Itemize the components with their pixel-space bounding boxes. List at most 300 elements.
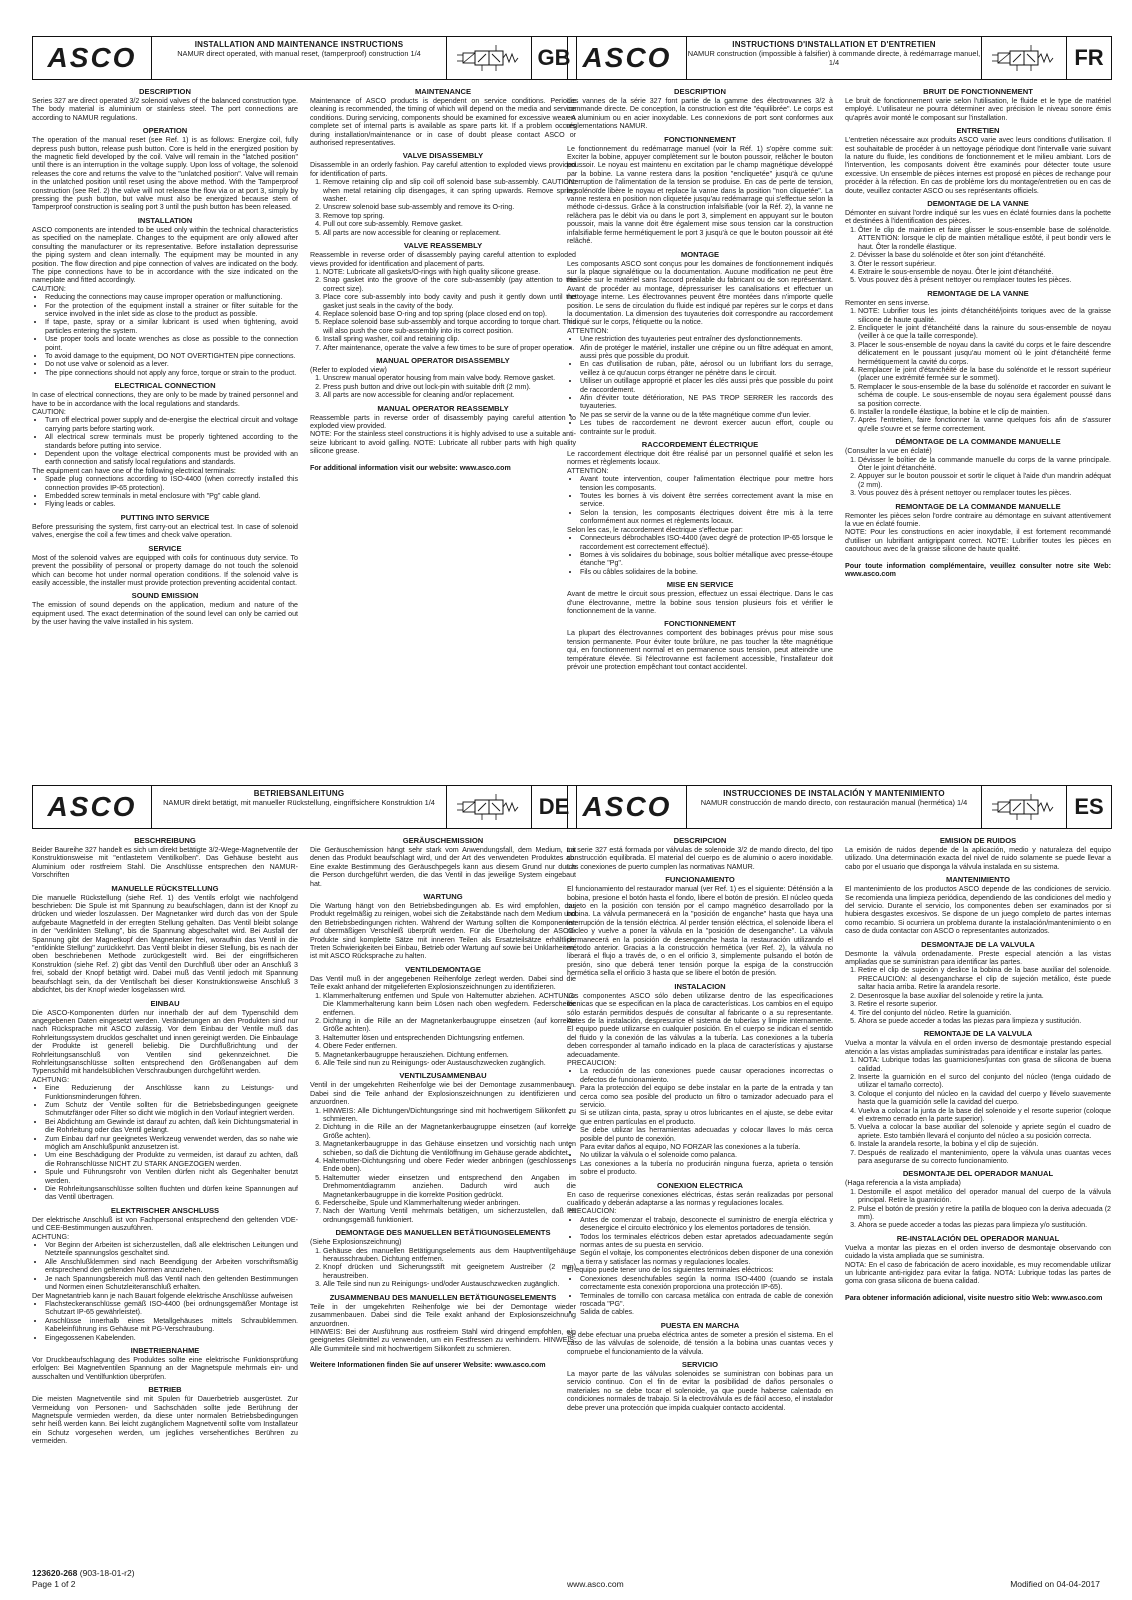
section-heading: FUNCIONAMIENTO xyxy=(665,875,735,885)
paragraph: Das Ventil muß in der angegebenen Reihenfolge zerlegt werden. Dabei sind die Teile exakt anhand der mitgelieferten Explosionszeichnungen zu identifizieren. xyxy=(310,974,576,992)
list-item: • Bei Abdichtung am Gewinde ist darauf zu achten, daß kein Dichtungsmaterial in die Rohrleitung oder das Ventil gelangt. xyxy=(45,1118,298,1135)
bullet-list xyxy=(32,416,298,466)
asco-logo: ASCO xyxy=(33,37,152,79)
paragraph: PRECAUCION: xyxy=(567,1058,617,1067)
list-item: • Dependent upon the voltage electrical components must be provided with an earth connection and satisfy local regulations and standards. xyxy=(45,450,298,467)
list-item: • Para la protección del equipo se debe instalar en la parte de la entrada y tan cerca como sea posible del producto un filtro o tamizador adecuado para el servicio. xyxy=(580,1084,833,1109)
section xyxy=(310,87,576,147)
paragraph: El equipo puede tener uno de los siguientes terminales eléctricos: xyxy=(567,1266,774,1275)
section-heading: BESCHREIBUNG xyxy=(134,836,196,845)
numbered-list xyxy=(845,226,1111,285)
list-item: 5. Remplacer le sous-ensemble de la base du solénoïde et raccorder en suivant le schéma de couple. Le sous-ensemble de noyau sera également poussé dans sa position correcte. xyxy=(858,383,1111,408)
numbered-list xyxy=(845,966,1111,1025)
list-item: • Terminales de tornillo con carcasa metálica con entrada de cable de conexión roscada "PG". xyxy=(580,1292,833,1309)
list-item: 4. Haltemutter-Dichtungsring und obere Feder wieder anbringen (geschlossenes Ende oben). xyxy=(323,1157,576,1174)
header-bar xyxy=(567,36,1112,80)
paragraph: Se debe efectuar una prueba eléctrica antes de someter a presión el sistema. En el caso de las válvulas de solenoide, dé tensión a la bobina unas cuantas veces y compruebe el funcionamiento de la válvula. xyxy=(567,1330,833,1356)
paragraph: Maintenance of ASCO products is dependent on service conditions. Periodic cleaning is recommended, the timing of which will depend on the media and service conditions. During servicing, components should be examined for excessive wear. A complete set of internal parts is available as spare parts kit. If a problem occurs during installation/maintenance or in case of doubt please contact ASCO or authorised representatives. xyxy=(310,97,576,148)
section xyxy=(845,502,1111,554)
list-item: 2. Dichtung in die Rille an der Magnetankerbaugruppe einsetzen (auf korrekte Größe achten). xyxy=(323,1123,576,1140)
list-item: • Eine Reduzierung der Anschlüsse kann zu Leistungs- und Funktionsminderungen führen. xyxy=(45,1084,298,1101)
list-item: 3. Magnetankerbaugruppe in das Gehäuse einsetzen und vorsichtig nach unten schieben, so daß die Dichtung die Ventilöffnung im Gehäuse gerade abdichtet. xyxy=(323,1140,576,1157)
website-note[interactable]: For additional information visit our website: www.asco.com xyxy=(310,463,511,472)
list-item: 2. Inserte la guarnición en el surco del conjunto del núcleo (tenga cuidado de utilizar el tamaño correcto). xyxy=(858,1073,1111,1090)
footer-website[interactable]: www.asco.com xyxy=(567,1579,624,1589)
list-item: 6. Alle Teile sind nun zu Reinigungs- oder Austauschzwecken zugänglich. xyxy=(323,1059,576,1067)
section xyxy=(310,892,576,961)
list-item: 2. Press push button and drive out lock-pin with suitable drift (2 mm). xyxy=(323,383,576,391)
valve-symbol-icon xyxy=(453,43,525,73)
paragraph: Disassemble in an orderly fashion. Pay careful attention to exploded views provided for identification of parts. xyxy=(310,161,576,178)
asco-logo: ASCO xyxy=(33,786,152,828)
paragraph: Reassemble in reverse order of disassembly paying careful attention to exploded views provided for identification and placement of parts. xyxy=(310,251,576,268)
list-item: 2. Dichtung in die Rille an der Magnetankerbaugruppe einsetzen (auf korrekte Größe achten). xyxy=(323,1017,576,1034)
footer-left xyxy=(32,1568,135,1590)
website-note[interactable]: Pour toute information complémentaire, veuillez consulter notre site Web: www.asco.com xyxy=(845,561,1111,579)
bullet-list xyxy=(32,293,298,377)
section xyxy=(845,126,1111,195)
text-column xyxy=(845,83,1111,671)
text-column xyxy=(310,83,576,627)
section-heading: VALVE DISASSEMBLY xyxy=(402,151,484,161)
bullet-list xyxy=(32,1084,298,1202)
quadrant-fr xyxy=(567,36,1112,671)
section xyxy=(567,836,833,871)
bullet-list xyxy=(567,1067,833,1176)
paragraph: The operation of the manual reset (see Ref. 1) is as follows: Energize coil, fully depress push button, release push button. Core is held in the energized position by the magnetic field developed by the coil. Valve will remain in the "latched position" until there is an interruption in the voltage supply. Upon loss of voltage, the solenoid releases the core and returns the valve to the "unlatched position". Valve will remain in the unlatched position until reset using the above method. With the Tamperproof construction (see Ref. 2) the valve will not release the flow via or at port 3, simply by pressing the push button, but valve must also be energized because stem of Tamperproof construction is sealing port 3 until the push button has been released. xyxy=(32,136,298,212)
bullet-list xyxy=(567,1275,833,1317)
paragraph: PRECAUCION: xyxy=(567,1207,617,1216)
list-item: 2. Knopf drücken und Sicherungsstift mit geeignetem Austreiber (2 mm) heraustreiben. xyxy=(323,1263,576,1280)
list-item: 3. Place core sub-assembly into body cavity and push it gently down until the gasket just seals in the cavity of the body. xyxy=(323,293,576,310)
paragraph: El funcionamiento del restaurador manual (ver Ref. 1) es el siguiente: Déténsión a la bobina, presione el botón hasta el fondo, libere el botón de presión. El núcleo queda sujeto en la posición con tensión por el campo magnético desarrollado por la bobina. La válvula permanecerá en la "posición de enganche" hasta que haya una interrupción de la tensión eléctrica. Al perder tensión eléctrica, el solenoide libera el núcleo y vuelve a poner la válvula en la "posición de desenganche". La válvula permanecerá en la posición de desenganche hasta la restauración utilizando el método anterior. Gracias a la construcción hermética (ver Ref. 2), la válvula no liberará el flujo a través de, o en el orificio 3, simplemente pulsando el botón de presión, sino que deberá tener tensión porque la espiga de la construcción hermética sella el orificio 3 hasta que se libere el botón de presión. xyxy=(567,885,833,978)
asco-logo: ASCO xyxy=(568,37,687,79)
section-heading: OPERATION xyxy=(142,126,188,136)
section-heading: ELECTRICAL CONNECTION xyxy=(114,381,216,391)
section xyxy=(310,1361,576,1369)
language-code: DE xyxy=(538,794,570,819)
paragraph: En caso de requerirse conexiones eléctricas, éstas serán realizadas por personal cualificado y deberán adaptarse a las normas y regulaciones locales. xyxy=(567,1190,833,1208)
list-item: • Fils ou câbles solidaires de la bobine. xyxy=(580,568,833,576)
paragraph: (Siehe Explosionszeichnung) xyxy=(310,1238,402,1247)
bullet-list xyxy=(567,534,833,576)
list-item: 1. Ôter le clip de maintien et faire glisser le sous-ensemble base de solénoïde. ATTENTION: lorsque le clip de maintien métallique estôté, il peut bondir vers le haut. Ôter la rondelle élastique. xyxy=(858,226,1111,251)
section-heading: REMONTAGE DE LA COMMANDE MANUELLE xyxy=(895,501,1061,511)
list-item: • Antes de comenzar el trabajo, desconecte el suministro de energía eléctrica y desenergice el circuito electrónico y los elementos portadores de tensión. xyxy=(580,1216,833,1233)
list-item: • Zum Schutz der Ventile sollten für die Betriebsbedingungen geeignete Schmutzfänger oder Filter so dicht wie möglich in den Vorlauf integriert werden. xyxy=(45,1101,298,1118)
paragraph: La mayor parte de las válvulas solenoides se suministran con bobinas para un servicio continuo. Con el fin de evitar la posibilidad de daños personales o materiales no se debe tocar el solenoide, ya que puede haberse calentado en condiciones normales de trabajo. Si la electroválvula es de fácil acceso, el instalador debe prever una protección que impida cualquier contacto accidental. xyxy=(567,1369,833,1412)
section xyxy=(845,562,1111,579)
section xyxy=(567,250,833,437)
website-note[interactable]: Weitere Informationen finden Sie auf unserer Website: www.asco.com xyxy=(310,1361,546,1370)
quadrant-de xyxy=(32,785,577,1446)
section-heading: REMONTAJE DE LA VALVULA xyxy=(923,1029,1033,1039)
header-title-block xyxy=(687,786,982,828)
list-item: • Embedded screw terminals in metal enclosure with "Pg" cable gland. xyxy=(45,492,298,500)
paragraph: Der Magnetantrieb kann je nach Bauart folgende elektrische Anschlüsse aufweisen xyxy=(32,1291,293,1300)
section-heading: EINBAU xyxy=(150,998,180,1008)
section-heading: BRUIT DE FONCTIONNEMENT xyxy=(923,87,1033,96)
section-heading: ENTRETIEN xyxy=(956,126,1000,136)
list-item: 1. Remove retaining clip and slip coil off solenoid base sub-assembly. CAUTION: when metal retaining clip disengages, it can spring upwards. Remove spring washer. xyxy=(323,178,576,203)
paragraph: (Consulter la vue en éclaté) xyxy=(845,447,932,456)
list-item: 4. Tire del conjunto del núcleo. Retire la guarnición. xyxy=(858,1009,1111,1017)
list-item: • Todos los terminales eléctricos deben estar apretados adecuadamente según normas antes de su puesta en servicio. xyxy=(580,1233,833,1250)
valve-symbol xyxy=(982,786,1067,828)
section xyxy=(32,836,298,880)
document-title: INSTRUCCIONES DE INSTALACIÓN Y MANTENIMIENTO xyxy=(723,789,945,798)
valve-symbol-icon xyxy=(988,43,1060,73)
header-title-block xyxy=(152,786,447,828)
section xyxy=(845,1029,1111,1165)
section xyxy=(845,289,1111,434)
numbered-list xyxy=(310,268,576,352)
paragraph: La emisión de ruidos depende de la aplicación, medio y naturaleza del equipo utilizado. Una determinación exacta del nivel de ruido solamente se puede llevar a cabo por el usuario que disponga la válvula instalada en su sistema. xyxy=(845,846,1111,871)
list-item: • Avant toute intervention, couper l'alimentation électrique pour mettre hors tension les composants. xyxy=(580,475,833,492)
section xyxy=(567,619,833,671)
paragraph: Die ASCO-Komponenten dürfen nur innerhalb der auf dem Typenschild dem angegebenen Daten eingesetzt werden. Veränderungen an den Produkten sind nur nach Rücksprache mit ASCO zulässig. Vor dem Einbau der Ventile muß das Rohrleitungssystem drucklos geschaltet und innen gereinigt werden. Die Einbaulage der Produkte ist generell beliebig. Die Durchflußrichtung und der Rohrleitungsanschluß von Ventilen sind gekennzeichnet. Die Rohrleitungsanschlüsse sollten entsprechend den Größenangaben auf dem Typenschild mit handelsüblichen Verschraubungen durchgeführt werden. xyxy=(32,1008,298,1076)
list-item: 1. NOTA: Lubrique todas las guarniciones/juntas con grasa de silicona de buena calidad. xyxy=(858,1056,1111,1073)
section xyxy=(310,151,576,237)
paragraph: Series 327 are direct operated 3/2 solenoid valves of the balanced construction type. The body material is aluminium or stainless steel. The port connections are according to NAMUR regulations. xyxy=(32,97,298,122)
list-item: • Según el voltaje, los componentes electrónicos deben disponer de una conexión a tierra y satisfacer las normas y regulaciones locales. xyxy=(580,1249,833,1266)
section-heading: VALVE REASSEMBLY xyxy=(403,241,483,251)
section-heading: PUESTA EN MARCHA xyxy=(660,1320,740,1330)
list-item: • La reducción de las conexiones puede causar operaciones incorrectas o defectos de funcionamiento. xyxy=(580,1067,833,1084)
section xyxy=(567,875,833,977)
list-item: 2. Snap gasket into the groove of the core sub-assembly (pay attention to the correct size). xyxy=(323,276,576,293)
valve-symbol xyxy=(982,37,1067,79)
section xyxy=(845,836,1111,871)
paragraph: Le fonctionnement du redémarrage manuel (voir la Réf. 1) s'opère comme suit: Exciter la bobine, appuyer complètement sur le bouton poussoir, relâcher le bouton poussoir. Le noyau est maintenu en excitation par le champ magnétique développé par la bobine. La vanne restera dans la position "encliquetée" jusqu'à ce qu'une interruption de l'alimentation de la tension se produise. En cas de perte de tension, le solénoïde libère le noyau et replace la vanne dans la position "non cliquetée". La vanne restera en position non cliquetée jusqu'au redémarrage qui s'effectue selon la méthode ci-dessus. Grâce à la construction infalsifiable (voir la Réf. 2), la vanne ne relâchera pas le débit via ou dans le port 3, simplement en appuyant sur le bouton poussoir, mais la vanne doit être également mise sous tension car la construction infalsifiable ferme hermétiquement le port 3 jusqu'à ce que le bouton poussoir ait été relâché. xyxy=(567,144,833,246)
quadrant-es xyxy=(567,785,1112,1412)
list-item: 1. Retire el clip de sujeción y deslice la bobina de la base auxiliar del solenoide. PRECAUCION: al desengancharse el clip de sujeción metálico, éste puede saltar hacia arriba. Retire la arandela resorte. xyxy=(858,966,1111,991)
list-item: 3. Haltemutter lösen und entsprechenden Dichtungsring entfernen. xyxy=(323,1034,576,1042)
paragraph: Avant de mettre le circuit sous pression, effectuez un essai électrique. Dans le cas d'une électrovanne, mettre la bobine sous tension plusieurs fois et vérifier le fonctionnement de la vanne. xyxy=(567,590,833,615)
document-subtitle: NAMUR construction (impossible à falsifier) à commande directe, à redémarrage manuel, 1/4 xyxy=(687,49,981,67)
paragraph: Los componentes ASCO sólo deben utilizarse dentro de las especificaciones técnicas que se especifican en la placa de características. Los cambios en el equipo sólo estarán permitidos después de consultar al fabricante o a su representante. Antes de la instalación, despresurice el sistema de tuberías y limpie internamente. El equipo puede utilizarse en cualquier posición. En el cuerpo se indican el sentido del fluido y la conexión de las válvulas a la tubería. Las conexiones a la tubería deben corresponder al tamaño indicado en la placa de características y ajustarse adecuadamente. xyxy=(567,991,833,1059)
paragraph: Le bruit de fonctionnement varie selon l'utilisation, le fluide et le type de matériel employé. L'utilisateur ne pourra déterminer avec précision le niveau sonore émis qu'après avoir monté le composant sur l'installation. xyxy=(845,97,1111,122)
list-item: 1. Gehäuse des manuellen Betätigungselements aus dem Hauptventilgehäuse herausschrauben. Dichtung entfernen. xyxy=(323,1247,576,1264)
paragraph: Les vannes de la série 327 font partie de la gamme des électrovannes 3/2 à commande directe. De conception, la construction est dite "équilibrée". Le corps est en aluminium ou en acier inoxydable. Les connexions de port sont conformes aux réglementations NAMUR. xyxy=(567,97,833,131)
list-item: • Use proper tools and locate wrenches as close as possible to the connection point. xyxy=(45,335,298,352)
list-item: 6. Installer la rondelle élastique, la bobine et le clip de maintien. xyxy=(858,408,1111,416)
section xyxy=(845,437,1111,497)
doc-revision: (903-18-01-r2) xyxy=(79,1568,135,1578)
list-item: 3. Coloque el conjunto del núcleo en la cavidad del cuerpo y llévelo suavemente hasta que la guarnición selle la cavidad del cuerpo. xyxy=(858,1090,1111,1107)
numbered-list xyxy=(845,307,1111,433)
text-column xyxy=(310,832,576,1446)
section-heading: DEMONTAGE DES MANUELLEN BETÄTIGUNGSELEMENTS xyxy=(335,1228,551,1238)
list-item: • Turn off electrical power supply and de-energise the electrical circuit and voltage carrying parts before starting work. xyxy=(45,416,298,433)
list-item: 4. Obere Feder entfernen. xyxy=(323,1042,576,1050)
section xyxy=(845,1169,1111,1229)
numbered-list xyxy=(310,374,576,399)
paragraph: ACHTUNG: xyxy=(32,1232,70,1241)
section-heading: FONCTIONNEMENT xyxy=(664,134,736,144)
paragraph: Before pressurising the system, first carry-out an electrical test. In case of solenoid valves, energise the coil a few times and check valve operation. xyxy=(32,522,298,540)
document-subtitle: NAMUR direct operated, with manual reset, (tamperproof) construction 1/4 xyxy=(177,49,421,58)
list-item: 1. Dévisser le boîtier de la commande manuelle du corps de la vanne principale. Ôter le joint d'étanchéité. xyxy=(858,456,1111,473)
paragraph: La serie 327 está formada por válvulas de solenoide 3/2 de mando directo, del tipo construcción equilibrada. El material del cuerpo es de aluminio o acero inoxidable. Las conexiones de puerto cumplen las normativas NAMUR. xyxy=(567,846,833,871)
section xyxy=(567,982,833,1177)
text-column xyxy=(32,832,298,1446)
list-item: 3. Alle Teile sind nun zu Reinigungs- und/oder Austauschzwecken zugänglich. xyxy=(323,1280,576,1288)
header-title-block xyxy=(687,37,982,79)
text-column xyxy=(845,832,1111,1412)
list-item: 4. Remplacer le joint d'étanchéité de la base du solénoïde et le ressort supérieur (placer une extrémité fermée sur le sommet). xyxy=(858,366,1111,383)
list-item: 2. Unscrew solenoid base sub-assembly and remove its O-ring. xyxy=(323,203,576,211)
section xyxy=(32,884,298,995)
section-heading: MANUAL OPERATOR REASSEMBLY xyxy=(377,403,509,413)
list-item: 2. Desenrosque la base auxiliar del solenoide y retire la junta. xyxy=(858,992,1111,1000)
list-item: • Alle Anschlußklemmen sind nach Beendigung der Arbeiten vorschriftsmäßig entsprechend den geltenden Normen anzuziehen. xyxy=(45,1258,298,1275)
list-item: • Afin d'éviter toute détérioration, NE PAS TROP SERRER les raccords des tuyauteries. xyxy=(580,394,833,411)
section xyxy=(310,1293,576,1353)
bullet-list xyxy=(32,1300,298,1342)
list-item: • Se debe utilizar las herramientas adecuadas y colocar llaves lo más cerca posible del punto de conexión. xyxy=(580,1126,833,1143)
list-item: 2. Encliqueter le joint d'étanchéité dans la rainure du sous-ensemble de noyau (veiller à ce que la taille corresponde). xyxy=(858,324,1111,341)
list-item: • Para evitar daños al equipo, NO FORZAR las conexiones a la tubería. xyxy=(580,1143,833,1151)
numbered-list xyxy=(310,1247,576,1289)
asco-logo: ASCO xyxy=(568,786,687,828)
paragraph: The emission of sound depends on the application, medium and nature of the equipment used. The exact determination of the sound level can only be carried out by the user having the valve installed in his system. xyxy=(32,601,298,627)
paragraph: Les composants ASCO sont conçus pour les domaines de fonctionnement indiqués sur la plaque signalétique ou la documentation. Aucune modification ne peut être réalisée sur le matériel sans l'accord préalable du fabricant ou de son représentant. Avant de procéder au montage, dépressuriser les canalisations et effectuer un nettoyage interne. Les électrovannes peuvent être montées dans n'importe quelle position. Le sens de circulation du fluide est indiqué par repères sur le corps et dans la documentation. La dimension des tuyauteries doit correspondre au raccordement indiqué sur le corps, l'étiquette ou la notice. xyxy=(567,259,833,327)
section-heading: DESMONTAJE DE LA VALVULA xyxy=(921,939,1035,949)
section-heading: DESCRIPTION xyxy=(674,87,726,96)
list-item: 2. Dévisser la base du solénoïde et ôter son joint d'étanchéité. xyxy=(858,251,1111,259)
section xyxy=(310,1228,576,1288)
list-item: 2. Pulse el botón de presión y retire la patilla de bloqueo con la deriva adecuada (2 mm). xyxy=(858,1205,1111,1222)
section-heading: WARTUNG xyxy=(423,892,463,902)
list-item: • Vor Beginn der Arbeiten ist sicherzustellen, daß alle elektrischen Leitungen und Netzteile spannungslos geschaltet sind. xyxy=(45,1241,298,1258)
list-item: 3. All parts are now accessible for cleaning and/or replacement. xyxy=(323,391,576,399)
list-item: 2. Appuyer sur le bouton poussoir et sortir le cliquet à l'aide d'un mandrin adéquat (2 mm). xyxy=(858,472,1111,489)
list-item: • Um eine Beschädigung der Produkte zu vermeiden, ist darauf zu achten, daß die Rohranschlüsse NICHT ZU STARK ANGEZOGEN werden. xyxy=(45,1151,298,1168)
section xyxy=(32,126,298,212)
paragraph: Vuelva a montar la válvula en el orden inverso de desmontaje prestando especial atención a las vistas ampliadas suministradas para identificar e instalar las partes. xyxy=(845,1039,1111,1056)
paragraph: (Refer to exploded view) xyxy=(310,365,387,374)
section xyxy=(845,199,1111,285)
section xyxy=(310,836,576,888)
list-item: • Bornes à vis solidaires du bobinage, sous boîtier métallique avec presse-étoupe étanche "Pg". xyxy=(580,551,833,568)
list-item: • Afin de protéger le matériel, installer une crépine ou un filtre adéquat en amont, aussi près que possible du produit. xyxy=(580,344,833,361)
list-item: 7. Nach der Wartung Ventil mehrmals betätigen, um sicherzustellen, daß es ordnungsgemäß funktioniert. xyxy=(323,1207,576,1224)
paragraph: (Haga referencia a la vista ampliada) xyxy=(845,1179,961,1188)
section-heading: MANTENIMIENTO xyxy=(946,875,1010,885)
list-item: 1. NOTE: Lubrifier tous les joints d'étanchéité/joints toriques avec de la graisse silicone de haute qualité. xyxy=(858,307,1111,324)
section xyxy=(567,1321,833,1356)
section-heading: FONCTIONNEMENT xyxy=(664,619,736,629)
text-columns xyxy=(32,83,577,627)
valve-symbol xyxy=(447,37,532,79)
quadrant-gb xyxy=(32,36,577,627)
numbered-list xyxy=(310,178,576,237)
list-item: 6. Install spring washer, coil and retaining clip. xyxy=(323,335,576,343)
section xyxy=(567,135,833,246)
numbered-list xyxy=(310,1107,576,1225)
text-column xyxy=(32,83,298,627)
numbered-list xyxy=(845,456,1111,498)
language-code: GB xyxy=(537,45,571,70)
paragraph: Ventil in der umgekehrten Reihenfolge wie bei der Demontage zusammenbauen. Dabei sind die Teile anhand der Explosionszeichnungen zu identifizieren und anzuordnen. xyxy=(310,1081,576,1107)
list-item: 3. Remove top spring. xyxy=(323,212,576,220)
list-item: 5. All parts are now accessible for cleaning or replacement. xyxy=(323,229,576,237)
list-item: • The pipe connections should not apply any force, torque or strain to the product. xyxy=(45,369,298,377)
valve-symbol xyxy=(447,786,532,828)
list-item: 5. Replace solenoid base sub-assembly and torque according to torque chart. This will also push the core sub-assembly into its correct position. xyxy=(323,318,576,335)
section-heading: MANUAL OPERATOR DISASSEMBLY xyxy=(376,355,510,365)
paragraph: In case of electrical connections, they are only to be made by trained personnel and have to be in accordance with the local regulations and standards. xyxy=(32,391,298,408)
text-columns xyxy=(32,832,577,1446)
list-item: • Ne pas se servir de la vanne ou de la tête magnétique comme d'un levier. xyxy=(580,411,833,419)
section-heading: BETRIEB xyxy=(148,1385,182,1395)
paragraph: NOTE: For the stainless steel constructions it is highly advised to use a suitable anti-seize lubricant to avoid galling. NOTE: Lubricate all rubber parts with high quality silicone grease. xyxy=(310,430,576,456)
header-bar xyxy=(567,785,1112,829)
list-item: 5. Magnetankerbaugruppe herausziehen. Dichtung entfernen. xyxy=(323,1051,576,1059)
section xyxy=(310,404,576,456)
list-item: 6. Instale la arandela resorte, la bobina y el clip de sujeción. xyxy=(858,1140,1111,1148)
list-item: • Les tubes de raccordement ne devront exercer aucun effort, couple ou contrainte sur le produit. xyxy=(580,419,833,436)
language-code: FR xyxy=(1074,45,1104,70)
section-heading: VENTILDEMONTAGE xyxy=(405,964,481,974)
list-item: • For the protection of the equipment install a strainer or filter suitable for the service involved in the inlet side as close to the product as possible. xyxy=(45,302,298,319)
header-bar xyxy=(32,785,577,829)
list-item: • Flying leads or cables. xyxy=(45,500,298,508)
list-item: 4. Vuelva a colocar la junta de la base del solenoide y el resorte superior (coloque el extremo cerrado en la parte superior). xyxy=(858,1107,1111,1124)
list-item: 4. Pull out core sub-assembly. Remove gasket. xyxy=(323,220,576,228)
paragraph: Beider Baureihe 327 handelt es sich um direkt betätigte 3/2-Wege-Magnetventile der Konstruktionsweise mit "entlastetem Ventilkolben". Das Gehäuse besteht aus Aluminium oder rostfreiem Stahl. Die Anschlüsse entsprechen den NAMUR-Vorschriften xyxy=(32,846,298,880)
section-heading: DÉMONTAGE DE LA COMMANDE MANUELLE xyxy=(895,437,1061,447)
list-item: 7. Después de realizado el mantenimiento, opere la válvula unas cuantas veces para asegurarse de su correcto funcionamiento. xyxy=(858,1149,1111,1166)
section-heading: MANUELLE RÜCKSTELLUNG xyxy=(111,883,219,893)
list-item: 4. Extraire le sous-ensemble de noyau. Ôter le joint d'étanchéité. xyxy=(858,268,1111,276)
list-item: • Toutes les bornes à vis doivent être serrées correctement avant la mise en service. xyxy=(580,492,833,509)
valve-symbol-icon xyxy=(988,792,1060,822)
section-heading: DEMONTAGE DE LA VANNE xyxy=(927,199,1029,209)
section xyxy=(845,1234,1111,1286)
text-columns xyxy=(567,832,1112,1412)
section xyxy=(32,1385,298,1445)
list-item: 1. Destornille el aspot metálico del operador manual del cuerpo de la válvula principal. Retire la guarnición. xyxy=(858,1188,1111,1205)
header-title-block xyxy=(152,37,447,79)
language-code: ES xyxy=(1074,794,1104,819)
list-item: • Spule und Führungsrohr von Ventilen dürfen nicht als Gegenhalter benutzt werden. xyxy=(45,1168,298,1185)
section xyxy=(567,1360,833,1412)
section-heading: RACCORDEMENT ÉLECTRIQUE xyxy=(641,440,759,450)
paragraph: Démonter en suivant l'ordre indiqué sur les vues en éclaté fournies dans la pochette et destinées à l'identification des pièces. xyxy=(845,209,1111,226)
section xyxy=(567,87,833,131)
bullet-list xyxy=(567,475,833,525)
paragraph: Selon les cas, le raccordement électrique s'effectue par: xyxy=(567,525,743,534)
paragraph: Desmonte la válvula ordenadamente. Preste especial atención a las vistas ampliadas que se suministran para identificar las partes. xyxy=(845,949,1111,967)
numbered-list xyxy=(845,1188,1111,1230)
paragraph: Der elektrische Anschluß ist von Fachpersonal entsprechend den geltenden VDE- und CEE-Bestimmungen auszuführen. xyxy=(32,1215,298,1233)
list-item: • Spade plug connections according to ISO-4400 (when correctly installed this connection provides IP-65 protection). xyxy=(45,475,298,492)
section-heading: INSTALACION xyxy=(674,981,726,991)
numbered-list xyxy=(845,1056,1111,1165)
numbered-list xyxy=(310,992,576,1068)
list-item: • Connecteurs débrochables ISO-4400 (avec degré de protection IP-65 lorsque le raccordement est correctement effectué). xyxy=(580,534,833,551)
list-item: • Las conexiones a la tubería no producirán ninguna fuerza, aprieta o tensión sobre el producto. xyxy=(580,1160,833,1177)
paragraph: El mantenimiento de los productos ASCO depende de las condiciones de servicio. Se recomienda una limpieza periódica, dependiendo de las condiciones del medio y del servicio. Durante el servicio, los componentes deben ser examinados por si hubiera desgastes excesivos. Se dispone de un juego completo de partes internas como recambio. Si ocurriera un problema durante la instalación/mantenimiento o en caso de duda contactar con ASCO o representantes autorizados. xyxy=(845,885,1111,936)
section-heading: INBETRIEBNAHME xyxy=(130,1345,200,1355)
list-item: 1. Klammerhalterung entfernen und Spule von Haltemutter abziehen. ACHTUNG: Die Klammerhalterung kann beim Lösen nach oben wegfedern. Federscheibe entfernen. xyxy=(323,992,576,1017)
list-item: • If tape, paste, spray or a similar lubricant is used when tightening, avoid particles entering the system. xyxy=(45,318,298,335)
section xyxy=(567,440,833,576)
list-item: 1. NOTE: Lubricate all gaskets/O-rings with high quality silicone grease. xyxy=(323,268,576,276)
list-item: 4. Replace solenoid base O-ring and top spring (place closed end on top). xyxy=(323,310,576,318)
section xyxy=(845,1294,1111,1302)
paragraph: Reassemble parts in reverse order of disassembly paying careful attention to exploded view provided. xyxy=(310,413,576,430)
section-heading: SERVICIO xyxy=(681,1359,719,1369)
list-item: 3. Ôter le ressort supérieur. xyxy=(858,260,1111,268)
footer-modified: Modified on 04-04-2017 xyxy=(1010,1579,1100,1589)
paragraph: The equipment can have one of the following electrical terminals: xyxy=(32,466,236,475)
paragraph: ASCO components are intended to be used only within the technical characteristics as specified on the nameplate. Changes to the equipment are only allowed after consulting the manufacturer or its representative. Before installation depressurise the piping system and clean internally. The equipment may be mounted in any position. The flow direction and pipe connection of valves are indicated on the body. The pipe connections have to be in accordance with the size indicated on the nameplate and fitted accordingly. xyxy=(32,225,298,285)
list-item: • No utilizar la válvula o el solenoide como palanca. xyxy=(580,1151,833,1159)
paragraph: Teile in der umgekehrten Reihenfolge wie bei der Demontage wieder zusammenbauen. Dabei sind die Teile exakt anhand der Explosionszeichnung anzuordnen. xyxy=(310,1302,576,1328)
valve-symbol-icon xyxy=(453,792,525,822)
bullet-list xyxy=(32,1241,298,1291)
paragraph: Die Geräuschemission hängt sehr stark vom Anwendungsfall, dem Medium, mit denen das Produkt beaufschlagt wird, und der Art des verwendeten Produktes ab. Eine exakte Bestimmung des Geräuschpegels kann aus diesem Grund nur durch die Person durchgeführt werden, die das Ventil in das jeweilige System eingebaut hat. xyxy=(310,846,576,888)
page-number: Page 1 of 2 xyxy=(32,1579,76,1589)
text-columns xyxy=(567,83,1112,671)
section xyxy=(32,87,298,122)
section-heading: DESMONTAJE DEL OPERADOR MANUAL xyxy=(902,1169,1054,1179)
paragraph: NOTA: En el caso de fabricación de acero inoxidable, es muy recomendable utilizar un lubricante anti-rigidez para evitar la fatiga. NOTA: Lubrique todas las partes de goma con grasa silicona de buena calidad. xyxy=(845,1260,1111,1286)
list-item: 3. Placer le sous-ensemble de noyau dans la cavité du corps et le faire descendre délicatement en le poussant jusqu'au moment où le joint d'étanchéité ferme hermétiquement la cavité du corps. xyxy=(858,341,1111,366)
bullet-list xyxy=(567,335,833,436)
section-heading: MONTAGE xyxy=(680,249,720,259)
list-item: 3. Vous pouvez dès à présent nettoyer ou remplacer toutes les pièces. xyxy=(858,489,1111,497)
list-item: • Je nach Spannungsbereich muß das Ventil nach den geltenden Bestimmungen und Normen einen Schutzleiteranschluß erhalten. xyxy=(45,1275,298,1292)
list-item: • Utiliser un outillage approprié et placer les clés aussi près que possible du point de raccordement. xyxy=(580,377,833,394)
paragraph: Remonter en sens inverse. xyxy=(845,298,930,307)
list-item: • All electrical screw terminals must be properly tightened according to the standards before putting into service. xyxy=(45,433,298,450)
section-heading: ELEKTRISCHER ANSCHLUSS xyxy=(110,1205,220,1215)
section-heading: DESCRIPCION xyxy=(673,836,727,845)
section xyxy=(32,591,298,626)
list-item: • Reducing the connections may cause improper operation or malfunctioning. xyxy=(45,293,298,301)
list-item: • Zum Einbau darf nur geeignetes Werkzeug verwendet werden, das so nahe wie möglich am Anschlußpunkt anzusetzen ist. xyxy=(45,1135,298,1152)
paragraph: L'entretien nécessaire aux produits ASCO varie avec leurs conditions d'utilisation. Il est souhaitable de procéder à un nettoyage périodique dont l'intervalle varie suivant la nature du fluide, les conditions de fonctionnement et le milieu ambiant. Lors de l'intervention, les composants doivent être examinés pour détecter toute usure excessive. Un ensemble de pièces internes est proposé en pièces de rechange pour procéder à la réfection. En cas de problème lors du montage/entretien ou en cas de doute, veuillez contacter ASCO ou ses représentants officiels. xyxy=(845,136,1111,195)
list-item: 6. Federscheibe, Spule und Klammerhalterung wieder anbringen. xyxy=(323,1199,576,1207)
bullet-list xyxy=(32,475,298,509)
document-subtitle: NAMUR direkt betätigt, mit manueller Rückstellung, eingriffsichere Konstruktion 1/4 xyxy=(163,798,435,807)
paragraph: Vor Druckbeaufschlagung des Produktes sollte eine elektrische Funktionsprüfung erfolgen: Bei Magnetventilen Spannung an der Magnetspule mehrmals ein- und ausschalten und Ventilfunktion überprüfen. xyxy=(32,1355,298,1381)
text-column xyxy=(567,832,833,1412)
section xyxy=(567,1181,833,1317)
section-heading: EMISION DE RUIDOS xyxy=(939,836,1017,845)
paragraph: La plupart des électrovannes comportent des bobinages prévus pour mise sous tension permanente. Pour éviter toute brûlure, ne pas toucher la tête magnétique qui, en fonctionnement normal et en permanence sous tension, peut atteindre une température élevée. Si l'électrovanne est facilement accessible, l'installateur doit prévoir une protection empêchant tout contact accidentel. xyxy=(567,629,833,671)
website-note[interactable]: Para obtener información adicional, visite nuestro sitio Web: www.asco.com xyxy=(845,1293,1103,1302)
paragraph: CAUTION: xyxy=(32,408,66,416)
paragraph: Vuelva a montar las piezas en el orden inverso de desmontaje observando con cuidado la vista ampliada que se suministra. xyxy=(845,1243,1111,1261)
list-item: • To avoid damage to the equipment, DO NOT OVERTIGHTEN pipe connections. xyxy=(45,352,298,360)
document-subtitle: NAMUR construcción de mando directo, con restauración manual (hermética) 1/4 xyxy=(700,798,968,807)
list-item: • Salida de cables. xyxy=(580,1308,833,1316)
section-heading: SOUND EMISSION xyxy=(131,591,199,601)
list-item: • Eingegossenen Kabelenden. xyxy=(45,1334,298,1342)
section xyxy=(845,87,1111,122)
section-heading: PUTTING INTO SERVICE xyxy=(120,512,210,522)
section xyxy=(845,940,1111,1026)
document-title: INSTALLATION AND MAINTENANCE INSTRUCTIONS xyxy=(194,40,404,49)
section-heading: SERVICE xyxy=(148,543,182,553)
paragraph: HINWEIS: Bei der Ausführung aus rostfreiem Stahl wird dringend empfohlen, ein geeignetes Gleitmittel zu verwenden, um ein Festfressen zu verhindern. HINWEIS: Alle Gummiteile sind mit hochwertigem Silikonfett zu schmieren. xyxy=(310,1327,576,1353)
list-item: 7. Après l'entretien, faire fonctionner la vanne quelques fois afin de s'assurer qu'elle s'ouvre et se ferme correctement. xyxy=(858,416,1111,433)
